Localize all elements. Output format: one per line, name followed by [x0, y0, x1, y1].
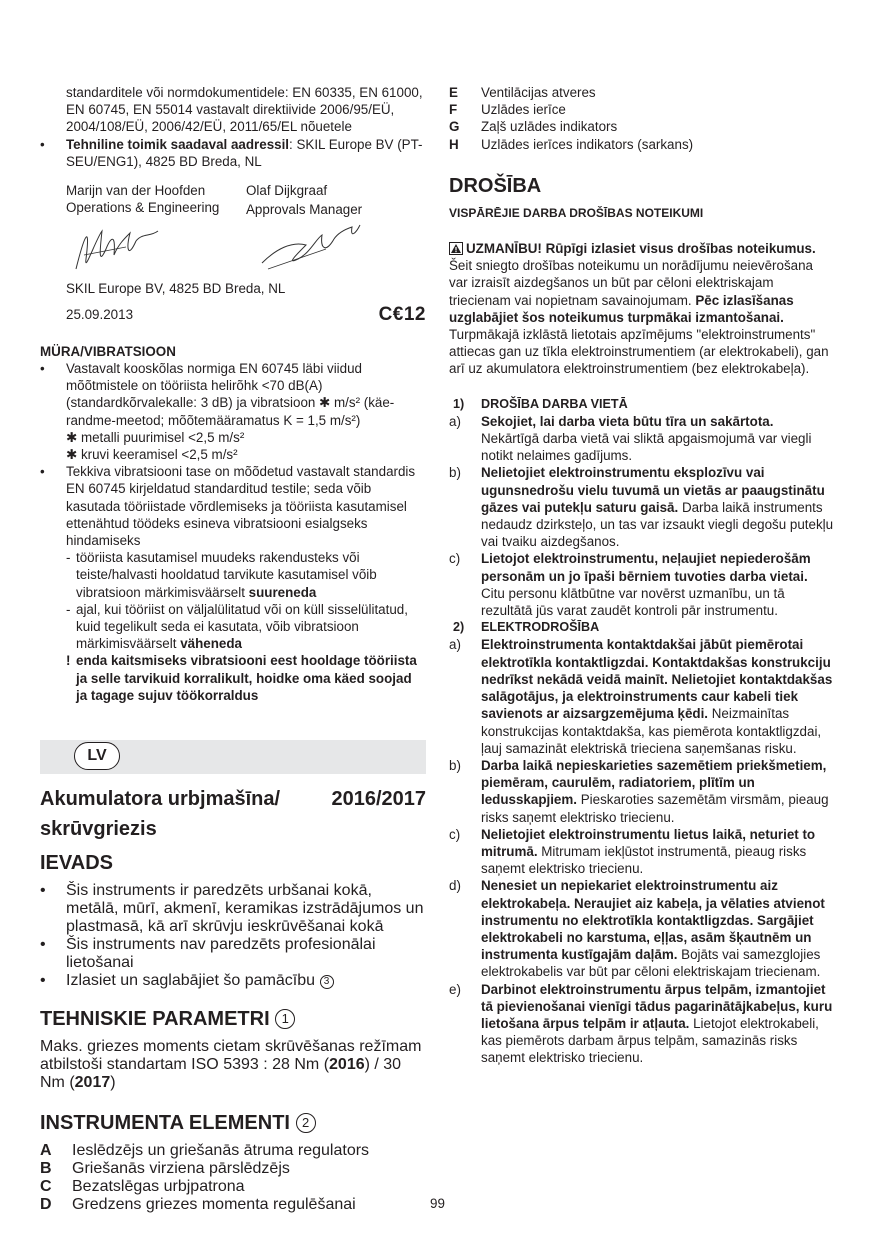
signature-2-image [256, 219, 366, 279]
noise-dash-2-text: ajal, kui tööriist on väljalülitatud või on küll sisselülitatud, kuid tegelikult seda ei kasutata, võib vibratsioon märkimisväärselt [76, 601, 408, 652]
ce-mark: C€12 [378, 303, 426, 325]
tech-file-label: Tehniline toimik saadaval aadressil [66, 136, 290, 152]
tech-file-value: : SKIL Europe BV (PT-SEU/ENG1), 4825 BD Breda, NL [66, 136, 423, 169]
element-label: Ventilācijas atveres [481, 85, 596, 100]
product-title-line2: skrūvgriezis [40, 818, 157, 840]
element-key: A [40, 1142, 52, 1159]
rule-text: Nekārtīgā darba vietā vai sliktā apgaismojumā var viegli notikt nelaimes gadījums. [481, 431, 812, 464]
noise-dash-1-bold: suureneda [248, 584, 317, 600]
element-label: Uzlādes ierīces indikators (sarkans) [481, 136, 694, 152]
product-title: Akumulatora urbjmašīna/ [40, 788, 281, 810]
rule-letter: c) [449, 551, 461, 567]
rule-item [449, 550, 835, 619]
rule-item [449, 826, 835, 878]
rule-bold: Elektroinstrumenta kontaktdakšai jābūt piemērotai elektrotīkla kontaktligzdai. Kontaktdakšas konstrukciju nedrīkst nekādā veidā mainīt. Nelietojiet kontaktdakšas salāgotājus, ja elektroinstruments caur kabeli tiek savienots ar aizsargzemējuma ķēdi. [481, 637, 833, 722]
rule-text: Mitrumam iekļūstot instrumentā, pieaug risks saņemt elektrisko triecienu. [481, 843, 807, 877]
noise-dash-1-text: tööriista kasutamisel muudeks rakendusteks või teiste/halvasti hooldatud tarvikute kasutamisel võib vibratsioon märkimisväärselt [76, 550, 377, 600]
tech-text [40, 1038, 426, 1092]
rule-bold: Nelietojiet elektroinstrumentu lietus laikā, neturiet to mitrumā. [481, 826, 816, 859]
rule-text: Pieskaroties sazemētām virsmām, pieaug risks saņemt elektrisko triecienu. [481, 792, 829, 825]
ievads-bullet-3-text: Izlasiet un saglabājiet šo pamācību [66, 972, 316, 989]
rule-bold: Darba laikā nepieskarieties sazemētiem priekšmetiem, piemēram, caurulēm, radiatoriem, plītīm un ledusskapjiem. [481, 757, 827, 808]
rule-letter: b) [449, 757, 461, 773]
signatory-2-name: Olaf Dijkgraaf [246, 183, 328, 199]
noise-bullet-1-text: • Vastavalt kooskõlas normiga EN 60745 läbi viidud mõõtmistele on tööriista helirõhk <70 dB(A) (standardkõrvalekalle: 3 dB) ja vibratsioon ✱ m/s² (käe-randme-meetod; mõõtemääramatus K = 1,5 m/s²) [66, 361, 395, 428]
signatures [40, 218, 426, 280]
section-2-title: ELEKTRODROŠĪBA [481, 620, 600, 635]
element-label: Uzlādes ierīce [481, 102, 566, 118]
noise-exclamation-text: enda kaitsmiseks vibratsiooni eest hooldage tööriista ja selle tarvikuid korralikult, hoidke oma käed soojad ja tagage sujuv töökorraldus [76, 653, 417, 703]
element-label: Griešanās virziena pārslēdzējs [72, 1160, 290, 1177]
tech-heading-text: TEHNISKIE PARAMETRI [40, 1008, 270, 1030]
element-key: H [449, 136, 459, 152]
company-address: SKIL Europe BV, 4825 BD Breda, NL [66, 281, 286, 297]
tech-text-a: Maks. griezes moments cietam skrūvēšanas režīmam atbilstoši standartam ISO 5393 : 28 Nm ( [40, 1038, 422, 1073]
warning-text-2: Turpmākajā izklāstā lietotais apzīmējums "elektroinstruments" attiecas gan uz tīkla elektroinstrumentiem (ar elektrokabeli), gan arī uz akumulatora elektroinstrumentiem (bez elektrokabeļa). [449, 327, 829, 377]
rule-text: Citu personu klātbūtne var novērst uzmanību, un tā rezultātā jūs varat zaudēt kontroli pār instrumentu. [481, 585, 785, 619]
tech-text-c: ) [110, 1074, 116, 1091]
left-column [40, 84, 426, 704]
warning-paragraph [449, 240, 835, 378]
language-bar [40, 740, 426, 774]
rule-bold: Lietojot elektroinstrumentu, neļaujiet nepiederošām personām un jo īpaši bērniem tuvoties darba vietai. [481, 551, 811, 584]
tech-2017: 2017 [74, 1074, 111, 1091]
safety-heading: DROŠĪBA [449, 174, 542, 197]
signatory-1-name: Marijn van der Hoofden [66, 183, 206, 199]
rule-text: Bojāts vai samezglojies elektrokabelis var būt par cēloni elektriskajam triecienam. [481, 947, 821, 980]
element-label: Bezatslēgas urbjpatrona [72, 1178, 245, 1195]
language-badge: LV [74, 742, 120, 770]
page-number: 99 [430, 1196, 445, 1211]
general-safety-heading: VISPĀRĒJIE DARBA DROŠĪBAS NOTEIKUMI [449, 205, 704, 220]
element-item [449, 101, 835, 118]
signature-1-image [66, 219, 166, 279]
element-label: Gredzens griezes momenta regulēšanai [72, 1196, 356, 1213]
element-key: F [449, 102, 458, 118]
noise-dash-2: - ajal, kui tööriist on väljalülitatud või on küll sisselülitatud, kuid tegelikult seda ei kasutata, võib vibratsioon märkimisväärselt väheneda [66, 601, 408, 652]
tech-file-bullet [40, 136, 426, 170]
element-item [40, 1160, 426, 1178]
figure-ref-3: 3 [320, 975, 334, 989]
rule-text: Darba laikā instruments nedaudz dzirksteļo, un tas var izsaukt viegli degošu putekļu vai tvaiku aizdegšanos. [481, 499, 834, 550]
signatory-2-title: Approvals Manager [246, 202, 363, 218]
ievads-heading: IEVADS [40, 852, 113, 874]
noise-bullet-2: • Tekkiva vibratsiooni tase on mõõdetud vastavalt standardis EN 60745 kirjeldatud standarditud testile; seda võib kasutada tööriistade võrdlemiseks ja tööriista kasutamisel ettenähtud töödeks esineva vibratsiooni esialgseks hindamiseks [40, 463, 426, 549]
ievads-bullet-1: • Šis instruments ir paredzēts urbšanai kokā, metālā, mūrī, akmenī, keramikas izstrādājumos un plastmasā, kā arī skrūvju ieskrūvēšanai kokā [40, 882, 426, 936]
rule-item [449, 413, 835, 465]
element-key: G [449, 119, 460, 135]
element-item [449, 118, 835, 135]
elements-list-right [449, 84, 835, 153]
section-2-number: 2) [453, 620, 465, 635]
section-2-heading [449, 619, 835, 636]
rule-letter: d) [449, 878, 461, 894]
element-label: Zaļš uzlādes indikators [481, 119, 618, 135]
rule-text: Neizmainītas konstrukcijas kontaktdakša, kas piemērota kontaktligzdai, ļauj samazināt elektriskā trieciena saņemšanas risku. [481, 706, 822, 756]
rule-letter: a) [449, 413, 461, 429]
figure-ref-2: 2 [296, 1113, 316, 1133]
noise-bullet-1-drill: ✱ metalli puurimisel <2,5 m/s² [66, 429, 245, 445]
rule-item [449, 757, 835, 826]
rule-bold: Nenesiet un nepiekariet elektroinstrumentu aiz elektrokabeļa. Neraujiet aiz kabeļa, ja vēlaties atvienot instrumentu no elektrotīkla kontaktligzdas. Sargājiet elektrokabeli no karstuma, eļļas, asām šķautnēm un instrumenta kustīgajām daļām. [481, 878, 825, 963]
element-label: Ieslēdzējs un griešanās ātruma regulators [72, 1142, 370, 1159]
rule-letter: a) [449, 637, 461, 653]
noise-exclamation: ! enda kaitsmiseks vibratsiooni eest hooldage tööriista ja selle tarvikuid korralikult, hoidke oma käed soojad ja tagage sujuv töökorraldus [66, 653, 417, 703]
noise-dash-1: - tööriista kasutamisel muudeks rakendusteks või teiste/halvasti hooldatud tarvikute kasutamisel võib vibratsioon märkimisväärselt suureneda [66, 550, 377, 600]
product-title-row [40, 784, 426, 814]
rule-letter: b) [449, 465, 461, 481]
element-key: E [449, 85, 458, 100]
rule-item [449, 464, 835, 550]
declaration-date: 25.09.2013 [66, 306, 134, 322]
element-item [40, 1178, 426, 1196]
ievads-bullet-3 [40, 972, 426, 990]
rule-bold: Darbinot elektroinstrumentu ārpus telpām, izmantojiet tā pievienošanai vienīgi tādus pagarinātājkabeļus, kuru lietošana ārpus telpām ir atļauta. [481, 981, 833, 1031]
declaration-continuation: standarditele või normdokumentidele: EN 60335, EN 61000, EN 60745, EN 55014 vastavalt direktiivide 2006/95/EÜ, 2004/108/EÜ, 2006/42/EÜ, 2011/65/EL nõuetele [66, 85, 423, 135]
element-item [40, 1142, 426, 1160]
element-item [449, 136, 835, 153]
rule-bold: Nelietojiet elektroinstrumentu eksplozīvu vai ugunsnedrošu vielu tuvumā un vietās ar paaugstinātu gāzes vai putekļu saturu gaisā. [481, 465, 825, 515]
noise-heading: MÜRA/VIBRATSIOON [40, 343, 176, 359]
elements-heading [40, 1110, 426, 1136]
section-1-heading [449, 396, 835, 413]
date-ce-row [40, 303, 426, 325]
rule-letter: e) [449, 981, 461, 997]
product-year: 2016/2017 [331, 788, 426, 810]
signatory-1 [66, 182, 246, 218]
rule-bold: Sekojiet, lai darba vieta būtu tīra un sakārtota. [481, 413, 774, 429]
figure-ref-1: 1 [275, 1009, 295, 1029]
rule-item [449, 877, 835, 980]
rule-text: Lietojot elektrokabeli, kas piemērots darbam ārpus telpām, samazinās risks saņemt elektrisko triecienu. [481, 1015, 819, 1066]
tech-heading [40, 1006, 426, 1032]
section-1-title: DROŠĪBA DARBA VIETĀ [481, 396, 628, 411]
tech-text-b: ) / 30 Nm ( [40, 1056, 402, 1091]
right-column [449, 84, 835, 1067]
element-key: B [40, 1160, 52, 1177]
noise-bullet-1-screw: ✱ kruvi keeramisel <2,5 m/s² [66, 447, 238, 463]
lv-section [40, 784, 426, 1214]
noise-dash-2-bold: väheneda [180, 636, 242, 652]
warning-bold: UZMANĪBU! Rūpīgi izlasiet visus drošības noteikumus. [466, 241, 816, 257]
warning-icon [449, 242, 463, 255]
signatory-2 [246, 182, 426, 218]
rule-item [449, 981, 835, 1067]
element-item [449, 84, 835, 101]
elements-heading-text: INSTRUMENTA ELEMENTI [40, 1112, 290, 1134]
signatories [40, 182, 426, 218]
noise-bullet-1 [40, 360, 426, 463]
signatory-1-title: Operations & Engineering [66, 200, 220, 216]
rule-item [449, 636, 835, 756]
rule-letter: c) [449, 826, 461, 842]
element-key: C [40, 1178, 52, 1195]
ievads-bullet-2: • Šis instruments nav paredzēts profesionālai lietošanai [40, 936, 426, 972]
warning-bold-2: Pēc izlasīšanas uzglabājiet šos noteikumus turpmākai izmantošanai. [449, 292, 794, 325]
section-1-number: 1) [453, 396, 465, 411]
element-key: D [40, 1196, 52, 1213]
warning-text: Šeit sniegto drošības noteikumu un norādījumu neievērošana var izraisīt aizdegšanos un būt par cēloni elektriskajam triecienam vai nopietnam savainojumam. [449, 258, 814, 308]
tech-2016: 2016 [329, 1056, 365, 1073]
